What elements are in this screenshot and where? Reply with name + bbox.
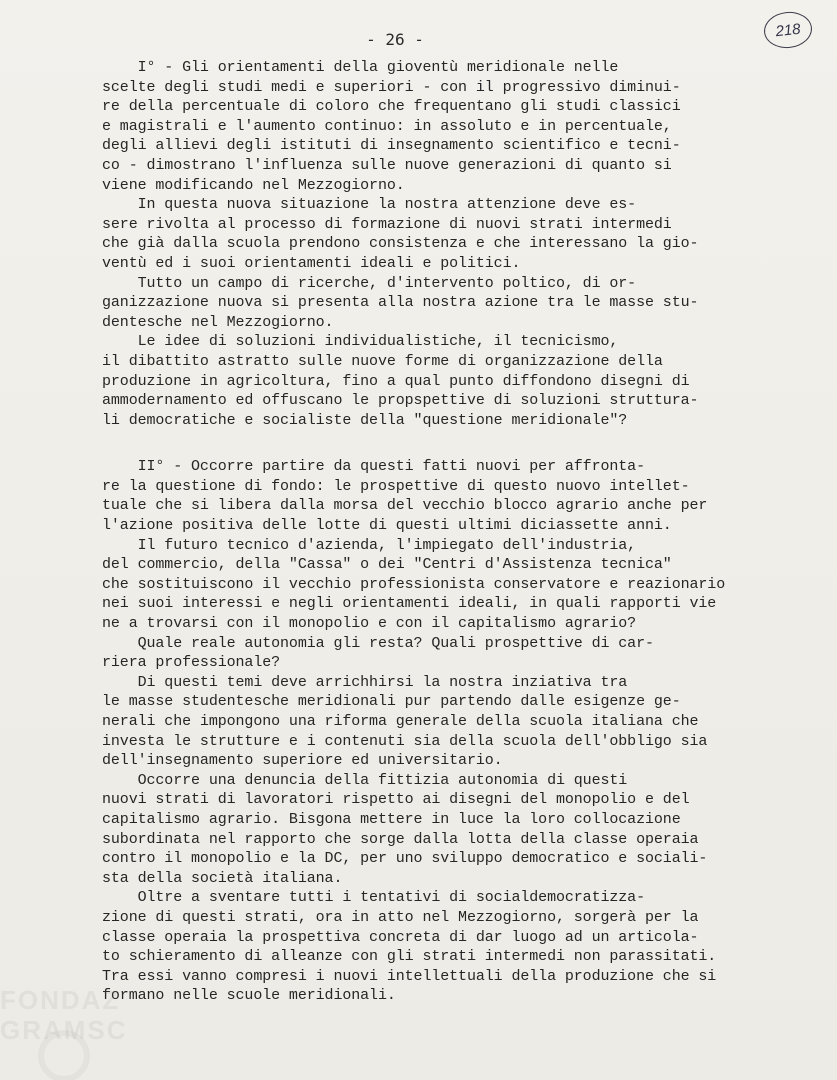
- text-line: I° - Gli orientamenti della gioventù meridionale nelle: [102, 59, 619, 76]
- text-line: zione di questi strati, ora in atto nel Mezzogiorno, sorgerà per la: [102, 908, 699, 926]
- watermark-line-1: FONDAZ: [0, 985, 121, 1015]
- text-line: dell'insegnamento superiore ed universitario.: [102, 752, 503, 770]
- text-line: Oltre a sventare tutti i tentativi di socialdemocratizza-: [102, 889, 645, 907]
- text-line: e magistrali e l'aumento continuo: in assoluto e in percentuale,: [102, 117, 672, 135]
- text-line: sere rivolta al processo di formazione di nuovi strati intermedi: [102, 215, 672, 233]
- text-line: Di questi temi deve arrichhirsi la nostra inziativa tra: [102, 673, 628, 691]
- document-body: [102, 58, 802, 1006]
- text-line: ammodernamento ed offuscano le propspettive di soluzioni struttura-: [102, 392, 699, 410]
- section-gap: [102, 430, 802, 457]
- text-line: In questa nuova situazione la nostra attenzione deve es-: [102, 196, 637, 214]
- text-line: Tutto un campo di ricerche, d'intervento poltico, di or-: [102, 274, 637, 292]
- text-line: li democratiche e socialiste della "questione meridionale"?: [102, 411, 628, 429]
- text-line: il dibattito astratto sulle nuove forme di organizzazione della: [102, 352, 663, 370]
- text-line: subordinata nel rapporto che sorge dalla lotta della classe operaia: [102, 830, 699, 848]
- text-line: ganizzazione nuova si presenta alla nostra azione tra le masse stu-: [102, 294, 699, 312]
- text-line: che già dalla scuola prendono consistenza e che interessano la gio-: [102, 235, 699, 253]
- text-line: nuovi strati di lavoratori rispetto ai disegni del monopolio e del: [102, 791, 690, 809]
- text-line: re della percentuale di coloro che frequentano gli studi classici: [102, 98, 681, 116]
- text-line: degli allievi degli istituti di insegnamento scientifico e tecni-: [102, 137, 681, 155]
- text-line: viene modificando nel Mezzogiorno.: [102, 176, 405, 194]
- text-line: formano nelle scuole meridionali.: [102, 987, 396, 1005]
- text-line: re la questione di fondo: le prospettive di questo nuovo intellet-: [102, 477, 690, 495]
- page-number: - 26 -: [366, 30, 424, 49]
- text-line: nerali che impongono una riforma generale della scuola italiana che: [102, 713, 699, 730]
- watermark-logo-icon: [38, 1030, 90, 1080]
- text-line: co - dimostrano l'influenza sulle nuove generazioni di quanto si: [102, 156, 672, 174]
- text-line: ne a trovarsi con il monopolio e con il capitalismo agrario?: [102, 615, 637, 633]
- text-line: to schieramento di alleanze con gli strati intermedi non parassitati.: [102, 948, 717, 966]
- text-line: riera professionale?: [102, 654, 281, 672]
- archive-number: 218: [774, 20, 802, 40]
- text-line: Le idee di soluzioni individualistiche, il tecnicismo,: [102, 333, 619, 351]
- text-line: investa le strutture e i contenuti sia della scuola dell'obbligo sia: [102, 732, 708, 750]
- section-one: [102, 58, 802, 430]
- text-line: Quale reale autonomia gli resta? Quali prospettive di car-: [102, 634, 654, 652]
- text-line: dentesche nel Mezzogiorno.: [102, 313, 334, 331]
- text-line: contro il monopolio e la DC, per uno sviluppo democratico e sociali-: [102, 850, 708, 868]
- text-line: le masse studentesche meridionali pur partendo dalle esigenze ge-: [102, 693, 681, 711]
- text-line: Occorre una denuncia della fittizia autonomia di questi: [102, 771, 628, 789]
- section-two: [102, 457, 802, 1006]
- text-line: Tra essi vanno compresi i nuovi intellettuali della produzione che si: [102, 967, 717, 985]
- text-line: II° - Occorre partire da questi fatti nuovi per affronta-: [102, 458, 645, 476]
- text-line: classe operaia la prospettiva concreta di dar luogo ad un articola-: [102, 928, 699, 946]
- text-line: scelte degli studi medi e superiori - con il progressivo diminui-: [102, 78, 681, 96]
- text-line: ventù ed i suoi orientamenti ideali e politici.: [102, 254, 521, 272]
- text-line: l'azione positiva delle lotte di questi ultimi diciassette anni.: [102, 517, 672, 535]
- text-line: tuale che si libera dalla morsa del vecchio blocco agrario anche per: [102, 497, 708, 515]
- watermark-line-2: GRAMSC: [0, 1015, 128, 1045]
- text-line: sta della società italiana.: [102, 869, 343, 887]
- text-line: Il futuro tecnico d'azienda, l'impiegato dell'industria,: [102, 536, 637, 554]
- text-line: produzione in agricoltura, fino a qual punto diffondono disegni di: [102, 372, 690, 390]
- text-line: che sostituiscono il vecchio professionista conservatore e reazionario: [102, 575, 726, 593]
- text-line: del commercio, della "Cassa" o dei "Centri d'Assistenza tecnica": [102, 556, 672, 574]
- text-line: capitalismo agrario. Bisgona mettere in luce la loro collocazione: [102, 810, 681, 828]
- text-line: nei suoi interessi e negli orientamenti ideali, in quali rapporti vie: [102, 595, 717, 613]
